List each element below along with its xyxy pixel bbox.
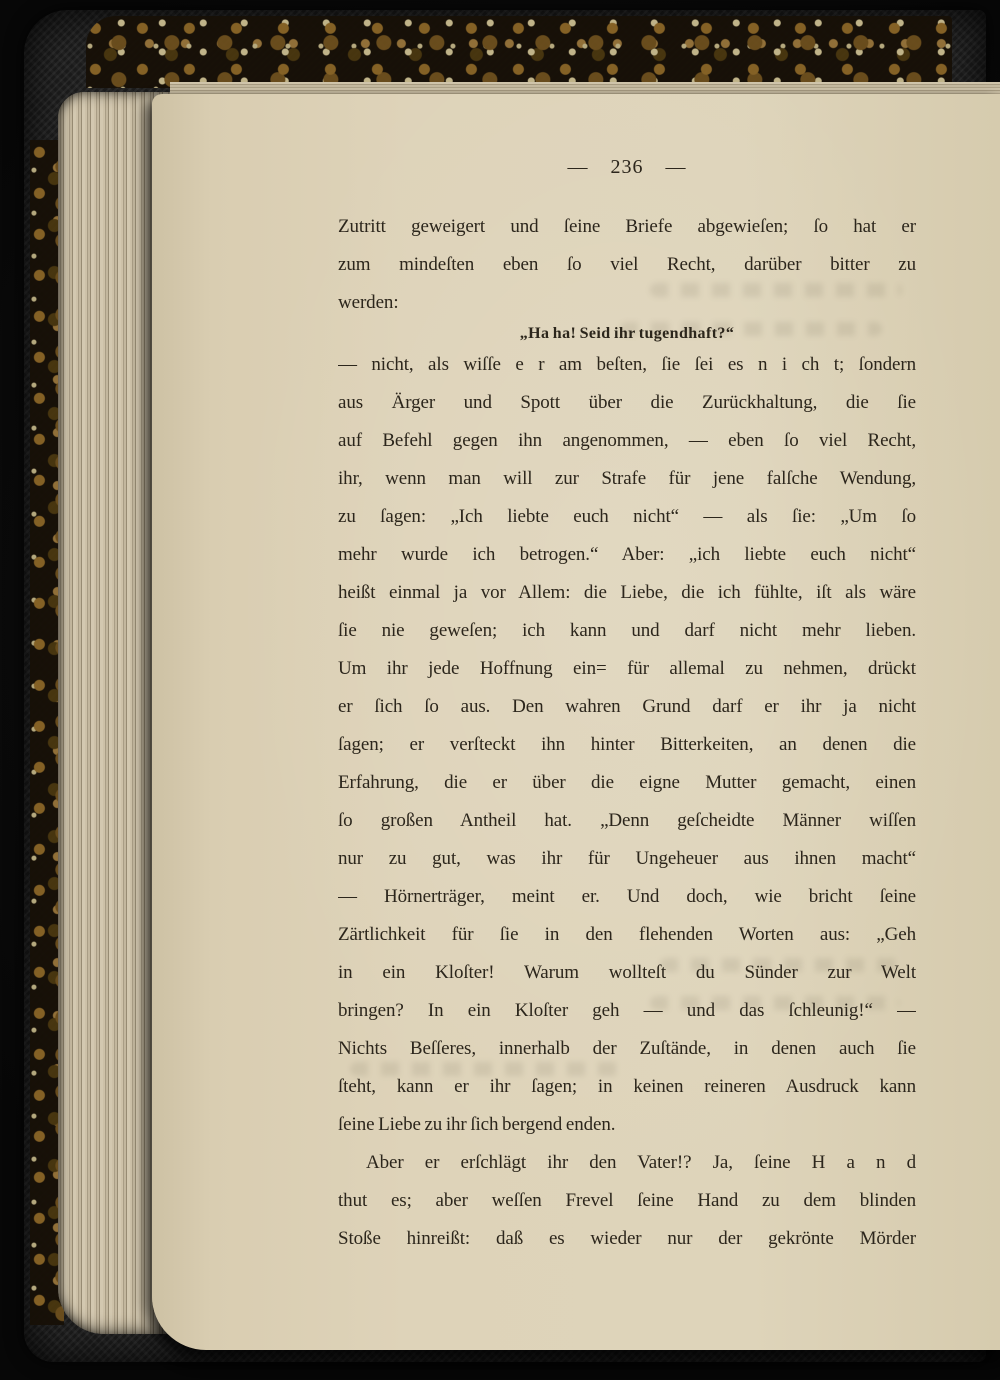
marbled-board-top-edge: [86, 16, 952, 88]
text-line: thut es; aber weſſen Frevel ſeine Hand zu dem blinden: [338, 1190, 916, 1211]
text-line: Zutritt geweigert und ſeine Briefe abgewieſen; ſo hat er: [338, 216, 916, 237]
text-line: in ein Kloſter! Warum wollteſt du Sünder zur Welt: [338, 962, 916, 983]
text-line: heißt einmal ja vor Allem: die Liebe, die ich fühlte, iſt als wäre: [338, 582, 916, 603]
text-line: Zärtlichkeit für ſie in den flehenden Worten aus: „Geh: [338, 924, 916, 945]
text-line: ſagen; er verſteckt ihn hinter Bitterkeiten, an denen die: [338, 734, 916, 755]
text-line: bringen? In ein Kloſter geh — und das ſchleunig!“ —: [338, 1000, 916, 1021]
text-block: [338, 148, 916, 1258]
paragraph-p3: [338, 1144, 916, 1258]
text-line: zu ſagen: „Ich liebte euch nicht“ — als ſie: „Um ſo: [338, 506, 916, 527]
text-line: aus Ärger und Spott über die Zurückhaltung, die ſie: [338, 392, 916, 413]
book-page: [152, 94, 1000, 1350]
paragraph-quote: [338, 322, 916, 346]
text-line: — Hörnerträger, meint er. Und doch, wie bricht ſeine: [338, 886, 916, 907]
page-number-header: — 236 —: [567, 156, 687, 178]
text-line: ihr, wenn man will zur Strafe für jene falſche Wendung,: [338, 468, 916, 489]
text-line: nur zu gut, was ihr für Ungeheuer aus ihnen macht“: [338, 848, 916, 869]
text-line: „Ha ha! Seid ihr tugendhaft?“: [519, 325, 735, 342]
text-line: mehr wurde ich betrogen.“ Aber: „ich liebte euch nicht“: [338, 544, 916, 565]
paragraph-p2: [338, 346, 916, 1144]
text-line: Um ihr jede Hoffnung ein= für allemal zu nehmen, drückt: [338, 658, 916, 679]
text-line: — nicht, als wiſſe e r am beſten, ſie ſei es n i ch t; ſondern: [338, 354, 916, 375]
paragraph-p1: [338, 208, 916, 322]
text-line: ſteht, kann er ihr ſagen; in keinen reineren Ausdruck kann: [338, 1076, 916, 1097]
text-line: Erfahrung, die er über die eigne Mutter gemacht, einen: [338, 772, 916, 793]
text-line: er ſich ſo aus. Den wahren Grund darf er ihr ja nicht: [338, 696, 916, 717]
text-line: Aber er erſchlägt ihr den Vater!? Ja, ſeine H a n d: [366, 1152, 916, 1173]
text-line: ſie nie geweſen; ich kann und darf nicht mehr lieben.: [338, 620, 916, 641]
text-line: auf Befehl gegen ihn angenommen, — eben ſo viel Recht,: [338, 430, 916, 451]
text-line: ſeine Liebe zu ihr ſich bergend enden.: [338, 1114, 616, 1135]
text-line: werden:: [338, 292, 399, 313]
text-line: ſo großen Antheil hat. „Denn geſcheidte Männer wiſſen: [338, 810, 916, 831]
text-line: Stoße hinreißt: daß es wieder nur der gekrönte Mörder: [338, 1228, 916, 1249]
text-line: Nichts Beſſeres, innerhalb der Zuſtände, in denen auch ſie: [338, 1038, 916, 1059]
text-line: zum mindeſten eben ſo viel Recht, darüber bitter zu: [338, 254, 916, 275]
